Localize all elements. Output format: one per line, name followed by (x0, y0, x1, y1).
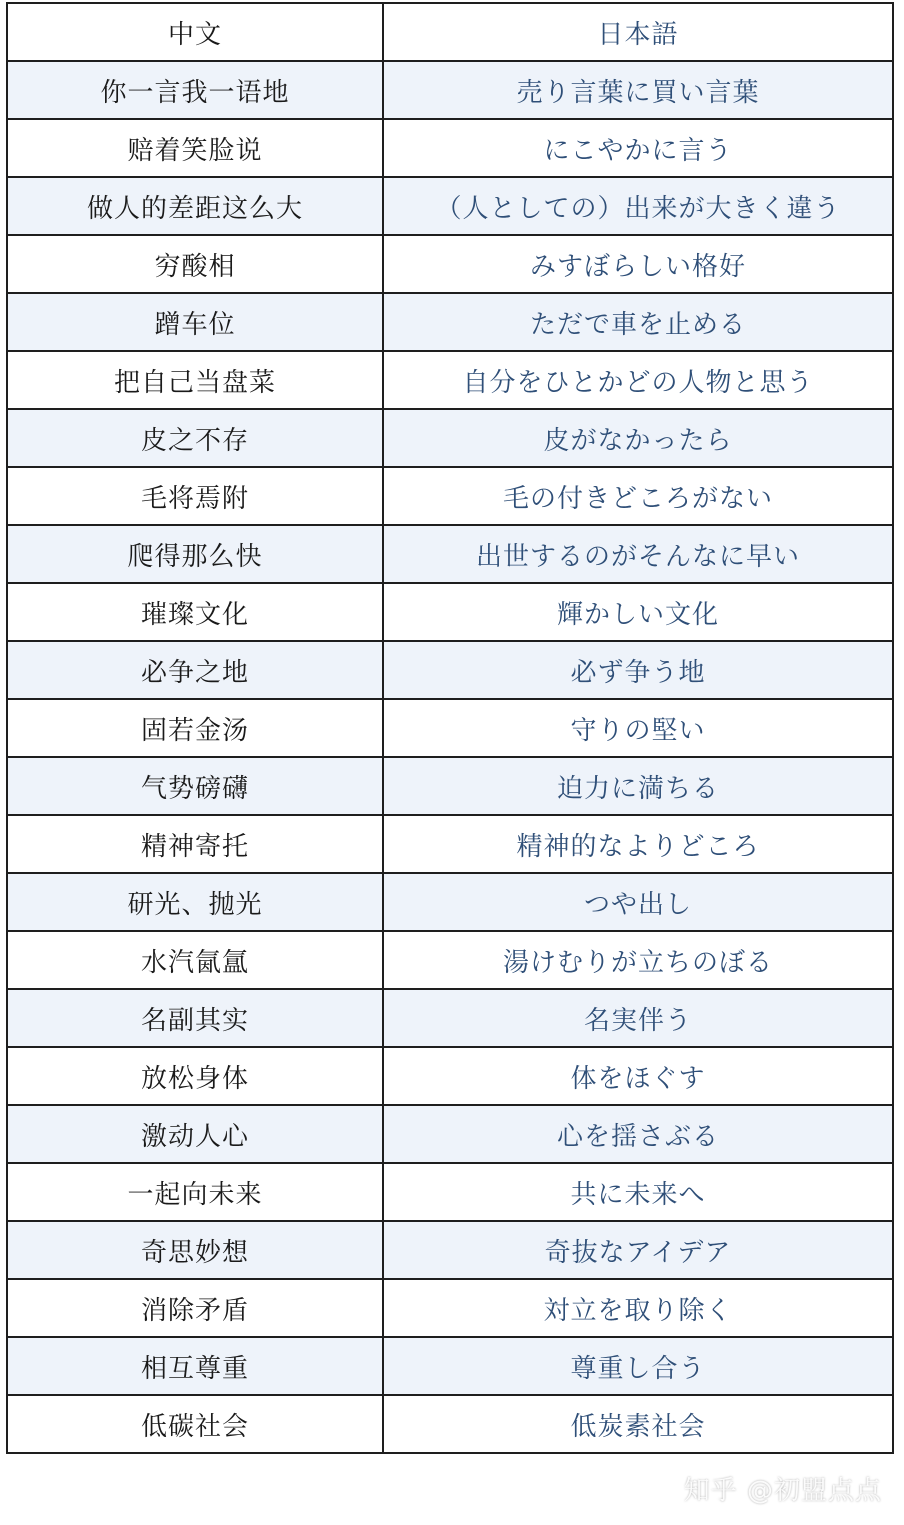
cell-chinese: 低碳社会 (7, 1395, 383, 1453)
cell-japanese: 自分をひとかどの人物と思う (383, 351, 893, 409)
cell-japanese: 出世するのがそんなに早い (383, 525, 893, 583)
table-row (7, 525, 893, 583)
cell-chinese: 气势磅礴 (7, 757, 383, 815)
table-row (7, 293, 893, 351)
table-row (7, 61, 893, 119)
cell-japanese: 湯けむりが立ちのぼる (383, 931, 893, 989)
cell-chinese: 穷酸相 (7, 235, 383, 293)
table-row (7, 119, 893, 177)
cell-japanese: 精神的なよりどころ (383, 815, 893, 873)
table-row (7, 177, 893, 235)
cell-chinese: 皮之不存 (7, 409, 383, 467)
cell-japanese: 皮がなかったら (383, 409, 893, 467)
table-row (7, 815, 893, 873)
cell-chinese: 一起向未来 (7, 1163, 383, 1221)
cell-chinese: 毛将焉附 (7, 467, 383, 525)
cell-chinese: 奇思妙想 (7, 1221, 383, 1279)
table-row (7, 1337, 893, 1395)
table-row (7, 409, 893, 467)
table-row (7, 641, 893, 699)
cell-chinese: 激动人心 (7, 1105, 383, 1163)
cell-japanese: 必ず争う地 (383, 641, 893, 699)
cell-chinese: 相互尊重 (7, 1337, 383, 1395)
cell-chinese: 名副其实 (7, 989, 383, 1047)
cell-chinese: 研光、抛光 (7, 873, 383, 931)
table-row (7, 989, 893, 1047)
table-row (7, 1279, 893, 1337)
table-row (7, 1047, 893, 1105)
cell-japanese: 共に未来へ (383, 1163, 893, 1221)
cell-chinese: 放松身体 (7, 1047, 383, 1105)
table-row (7, 583, 893, 641)
cell-japanese: 体をほぐす (383, 1047, 893, 1105)
header-japanese: 日本語 (383, 3, 893, 61)
table-row (7, 1395, 893, 1453)
cell-japanese: 輝かしい文化 (383, 583, 893, 641)
cell-japanese: ただで車を止める (383, 293, 893, 351)
cell-chinese: 璀璨文化 (7, 583, 383, 641)
cell-chinese: 消除矛盾 (7, 1279, 383, 1337)
cell-chinese: 赔着笑脸说 (7, 119, 383, 177)
cell-japanese: 守りの堅い (383, 699, 893, 757)
cell-japanese: 迫力に満ちる (383, 757, 893, 815)
table-row (7, 1105, 893, 1163)
cell-chinese: 你一言我一语地 (7, 61, 383, 119)
cell-chinese: 把自己当盘菜 (7, 351, 383, 409)
cell-japanese: 尊重し合う (383, 1337, 893, 1395)
vocabulary-table (6, 2, 894, 1454)
cell-chinese: 固若金汤 (7, 699, 383, 757)
table-row (7, 699, 893, 757)
cell-japanese: 心を揺さぶる (383, 1105, 893, 1163)
cell-japanese: 奇抜なアイデア (383, 1221, 893, 1279)
cell-chinese: 爬得那么快 (7, 525, 383, 583)
cell-chinese: 水汽氤氲 (7, 931, 383, 989)
table-row (7, 931, 893, 989)
cell-japanese: 対立を取り除く (383, 1279, 893, 1337)
table-row (7, 1221, 893, 1279)
cell-chinese: 做人的差距这么大 (7, 177, 383, 235)
cell-chinese: 精神寄托 (7, 815, 383, 873)
table-row (7, 757, 893, 815)
table-row (7, 873, 893, 931)
cell-chinese: 必争之地 (7, 641, 383, 699)
cell-japanese: にこやかに言う (383, 119, 893, 177)
table-row (7, 351, 893, 409)
vocabulary-table-container (6, 2, 892, 1454)
table-header-row (7, 3, 893, 61)
table-row (7, 1163, 893, 1221)
table-row (7, 467, 893, 525)
table-row (7, 235, 893, 293)
cell-japanese: 低炭素社会 (383, 1395, 893, 1453)
cell-japanese: 売り言葉に買い言葉 (383, 61, 893, 119)
watermark-text: 知乎 @初盟点点 (683, 1476, 882, 1506)
cell-japanese: 毛の付きどころがない (383, 467, 893, 525)
cell-japanese: みすぼらしい格好 (383, 235, 893, 293)
cell-japanese: （人としての）出来が大きく違う (383, 177, 893, 235)
header-chinese: 中文 (7, 3, 383, 61)
cell-japanese: つや出し (383, 873, 893, 931)
cell-japanese: 名実伴う (383, 989, 893, 1047)
cell-chinese: 蹭车位 (7, 293, 383, 351)
